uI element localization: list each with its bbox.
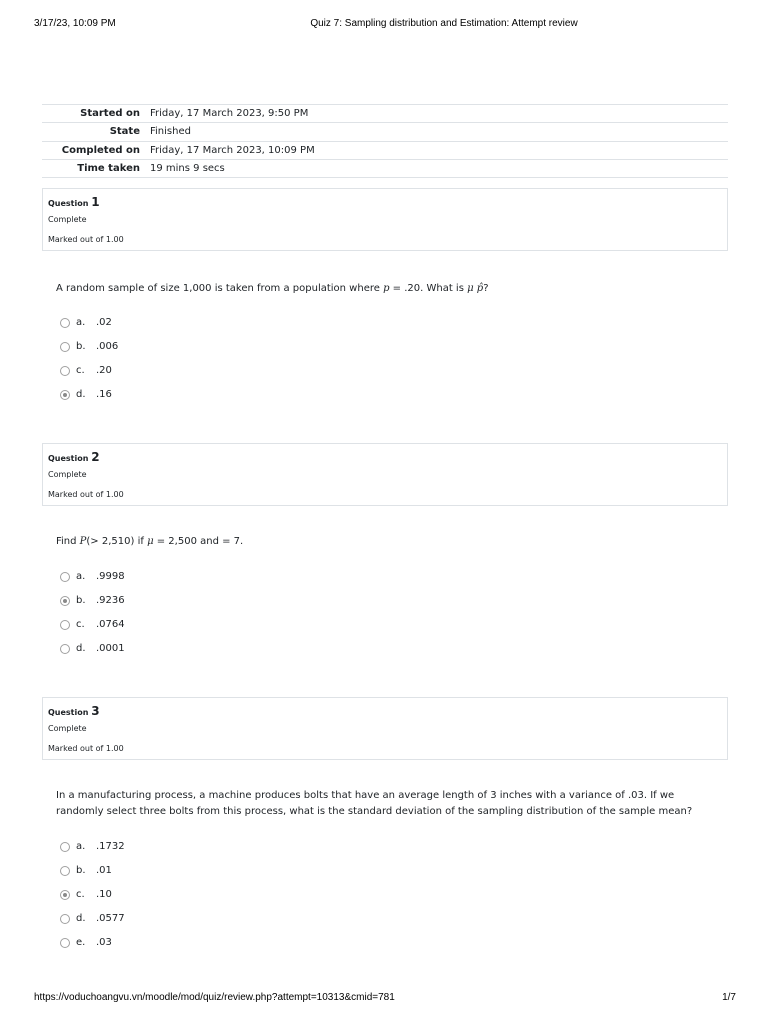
summary-label: Time taken [42, 159, 144, 177]
question-grade: Marked out of 1.00 [48, 235, 124, 244]
answer-text: .006 [96, 341, 119, 352]
answer-letter: d. [76, 389, 86, 400]
answer-letter: a. [76, 317, 86, 328]
summary-label: Completed on [42, 141, 144, 159]
answer-text: .0001 [96, 643, 125, 654]
summary-row [42, 141, 728, 159]
attempt-summary-table [42, 104, 728, 178]
answer-text: .0764 [96, 619, 125, 630]
question-text-part: = 2,500 and = 7. [153, 536, 244, 547]
question-2-text [56, 534, 716, 550]
question-prefix: Question [48, 454, 89, 463]
radio-button[interactable] [60, 366, 70, 376]
radio-button-selected[interactable] [60, 596, 70, 606]
answer-letter: c. [76, 365, 85, 376]
summary-value: Friday, 17 March 2023, 9:50 PM [144, 105, 728, 123]
question-2-info [42, 443, 728, 506]
question-number [48, 195, 100, 209]
question-text-part: ? [483, 283, 489, 294]
radio-button[interactable] [60, 620, 70, 630]
answer-text: .9998 [96, 571, 125, 582]
answer-text: .0577 [96, 913, 125, 924]
question-text-part: (> 2,510) if [86, 536, 148, 547]
summary-row [42, 159, 728, 177]
question-text-var: μ p̂ [467, 283, 484, 294]
summary-row [42, 105, 728, 123]
question-text-var: μ [147, 536, 154, 547]
summary-label: State [42, 123, 144, 141]
answer-text: .03 [96, 937, 112, 948]
radio-button[interactable] [60, 342, 70, 352]
question-text-part: Find [56, 536, 80, 547]
question-number-value: 1 [91, 195, 100, 209]
answer-text: .9236 [96, 595, 125, 606]
question-text-var: P [79, 536, 87, 547]
question-number [48, 450, 100, 464]
radio-button[interactable] [60, 318, 70, 328]
answer-letter: a. [76, 571, 86, 582]
answer-letter: c. [76, 619, 85, 630]
question-grade: Marked out of 1.00 [48, 490, 124, 499]
summary-value: Friday, 17 March 2023, 10:09 PM [144, 141, 728, 159]
answer-letter: c. [76, 889, 85, 900]
question-state: Complete [48, 215, 87, 224]
print-url: https://voduchoangvu.vn/moodle/mod/quiz/review.php?attempt=10313&cmid=781 [34, 992, 395, 1003]
answer-text: .16 [96, 389, 112, 400]
question-state: Complete [48, 724, 87, 733]
answer-letter: e. [76, 937, 86, 948]
question-grade: Marked out of 1.00 [48, 744, 124, 753]
print-page-title: Quiz 7: Sampling distribution and Estimation: Attempt review [310, 18, 578, 29]
radio-button[interactable] [60, 914, 70, 924]
print-page-number: 1/7 [722, 992, 736, 1003]
answer-text: .10 [96, 889, 112, 900]
question-text-part: A random sample of size 1,000 is taken from a population where [56, 283, 384, 294]
question-1-text [56, 281, 716, 297]
question-number [48, 704, 100, 718]
question-number-value: 3 [91, 704, 100, 718]
print-header [0, 18, 768, 32]
radio-button[interactable] [60, 644, 70, 654]
question-1-info [42, 188, 728, 251]
answer-letter: d. [76, 643, 86, 654]
answer-text: .01 [96, 865, 112, 876]
summary-label: Started on [42, 105, 144, 123]
answer-text: .02 [96, 317, 112, 328]
answer-letter: a. [76, 841, 86, 852]
radio-button[interactable] [60, 572, 70, 582]
answer-letter: b. [76, 595, 86, 606]
question-text-var: p [383, 283, 390, 294]
answer-letter: b. [76, 865, 86, 876]
answer-text: .1732 [96, 841, 125, 852]
question-state: Complete [48, 470, 87, 479]
answer-letter: b. [76, 341, 86, 352]
question-3-info [42, 697, 728, 760]
answer-letter: d. [76, 913, 86, 924]
question-prefix: Question [48, 708, 89, 717]
answer-text: .20 [96, 365, 112, 376]
summary-row [42, 123, 728, 141]
question-3-text: In a manufacturing process, a machine produces bolts that have an average length of 3 inches with a variance of .03. If we randomly select three bolts from this process, what is the standard deviation of the sampling distribution of the sample mean? [56, 790, 693, 817]
question-prefix: Question [48, 199, 89, 208]
question-text-part: = .20. What is [389, 283, 468, 294]
radio-button[interactable] [60, 938, 70, 948]
radio-button[interactable] [60, 866, 70, 876]
print-datetime: 3/17/23, 10:09 PM [34, 18, 116, 29]
radio-button-selected[interactable] [60, 890, 70, 900]
radio-button[interactable] [60, 842, 70, 852]
radio-button-selected[interactable] [60, 390, 70, 400]
print-footer [0, 992, 768, 1006]
summary-value: 19 mins 9 secs [144, 159, 728, 177]
question-number-value: 2 [91, 450, 100, 464]
summary-value: Finished [144, 123, 728, 141]
